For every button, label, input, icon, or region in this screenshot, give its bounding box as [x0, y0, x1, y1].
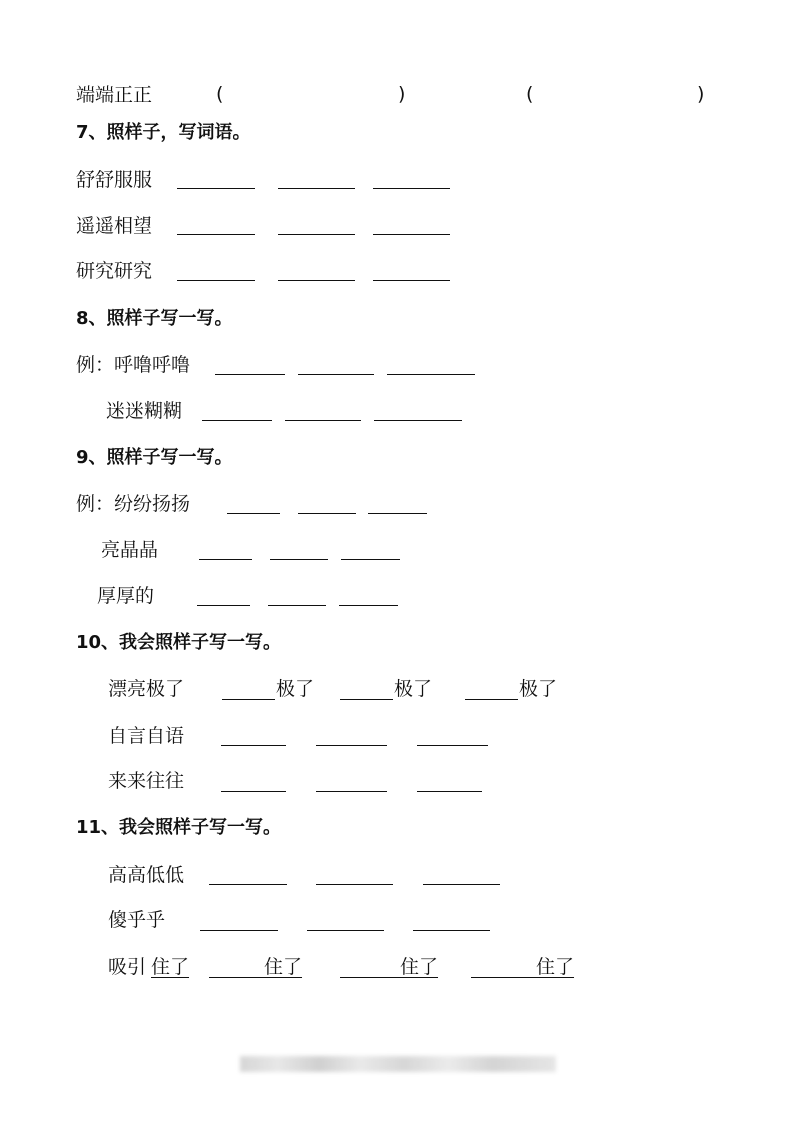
answer-blank[interactable]	[387, 374, 475, 375]
answer-blank[interactable]	[202, 420, 272, 421]
open-paren-1: (	[216, 83, 224, 105]
answer-blank[interactable]	[373, 234, 450, 235]
answer-blank[interactable]	[278, 280, 355, 281]
q10-word-2: 来来往往	[108, 770, 185, 792]
q10-heading: 10、我会照样子写一写。	[76, 632, 282, 653]
q8-heading: 8、照样子写一写。	[76, 308, 233, 329]
answer-blank[interactable]	[316, 745, 387, 746]
open-paren-2: (	[526, 83, 534, 105]
q10-suffix-2: 极了	[394, 678, 433, 700]
answer-blank[interactable]	[285, 420, 361, 421]
answer-blank[interactable]	[222, 699, 275, 700]
answer-blank[interactable]	[340, 977, 400, 978]
q10-suffix-3: 极了	[519, 678, 558, 700]
answer-blank[interactable]	[417, 745, 488, 746]
q11-example-prefix: 吸引	[108, 956, 147, 978]
answer-blank[interactable]	[423, 884, 500, 885]
q8-example: 例：呼噜呼噜	[76, 354, 191, 376]
q8-word: 迷迷糊糊	[106, 400, 183, 422]
answer-blank[interactable]	[215, 374, 285, 375]
q9-example: 例：纷纷扬扬	[76, 493, 191, 515]
q7-word-2: 遥遥相望	[76, 215, 153, 237]
q7-word-3: 研究研究	[76, 260, 153, 282]
answer-blank[interactable]	[417, 791, 482, 792]
answer-blank[interactable]	[339, 605, 398, 606]
q7-word-1: 舒舒服服	[76, 169, 153, 191]
answer-blank[interactable]	[268, 605, 326, 606]
q11-heading: 11、我会照样子写一写。	[76, 817, 282, 838]
q11-word-1: 高高低低	[108, 864, 185, 886]
answer-blank[interactable]	[209, 884, 287, 885]
answer-blank[interactable]	[278, 188, 355, 189]
q11-suffix-3: 住了	[400, 956, 439, 978]
answer-blank[interactable]	[471, 977, 536, 978]
q9-word-2: 厚厚的	[97, 585, 155, 607]
q10-example: 漂亮极了	[108, 678, 185, 700]
answer-blank[interactable]	[465, 699, 518, 700]
answer-blank[interactable]	[368, 513, 427, 514]
q7-heading: 7、照样子，写词语。	[76, 122, 251, 143]
q9-word-1: 亮晶晶	[101, 539, 159, 561]
answer-blank[interactable]	[270, 559, 328, 560]
q11-suffix-2: 住了	[264, 956, 303, 978]
q9-heading: 9、照样子写一写。	[76, 447, 233, 468]
blurred-footer	[240, 1056, 556, 1072]
answer-blank[interactable]	[177, 188, 255, 189]
answer-blank[interactable]	[340, 699, 393, 700]
q11-suffix-1: 住了	[151, 956, 190, 978]
answer-blank[interactable]	[307, 930, 384, 931]
answer-blank[interactable]	[316, 884, 393, 885]
q11-suffix-4: 住了	[536, 956, 575, 978]
q11-word-2: 傻乎乎	[108, 909, 166, 931]
answer-blank[interactable]	[177, 234, 255, 235]
answer-blank[interactable]	[227, 513, 280, 514]
answer-blank[interactable]	[209, 977, 264, 978]
close-paren-2: )	[697, 83, 705, 105]
answer-blank[interactable]	[373, 188, 450, 189]
answer-blank[interactable]	[341, 559, 400, 560]
answer-blank[interactable]	[413, 930, 490, 931]
answer-blank[interactable]	[298, 513, 356, 514]
close-paren-1: )	[398, 83, 406, 105]
answer-blank[interactable]	[197, 605, 250, 606]
answer-blank[interactable]	[278, 234, 355, 235]
q10-word-1: 自言自语	[108, 725, 185, 747]
answer-blank[interactable]	[221, 791, 286, 792]
answer-blank[interactable]	[221, 745, 286, 746]
answer-blank[interactable]	[200, 930, 278, 931]
answer-blank[interactable]	[199, 559, 252, 560]
answer-blank[interactable]	[177, 280, 255, 281]
word-duanduanzhengzheng: 端端正正	[76, 84, 153, 106]
answer-blank[interactable]	[373, 280, 450, 281]
answer-blank[interactable]	[298, 374, 374, 375]
answer-blank[interactable]	[316, 791, 387, 792]
q10-suffix-1: 极了	[276, 678, 315, 700]
answer-blank[interactable]	[374, 420, 462, 421]
